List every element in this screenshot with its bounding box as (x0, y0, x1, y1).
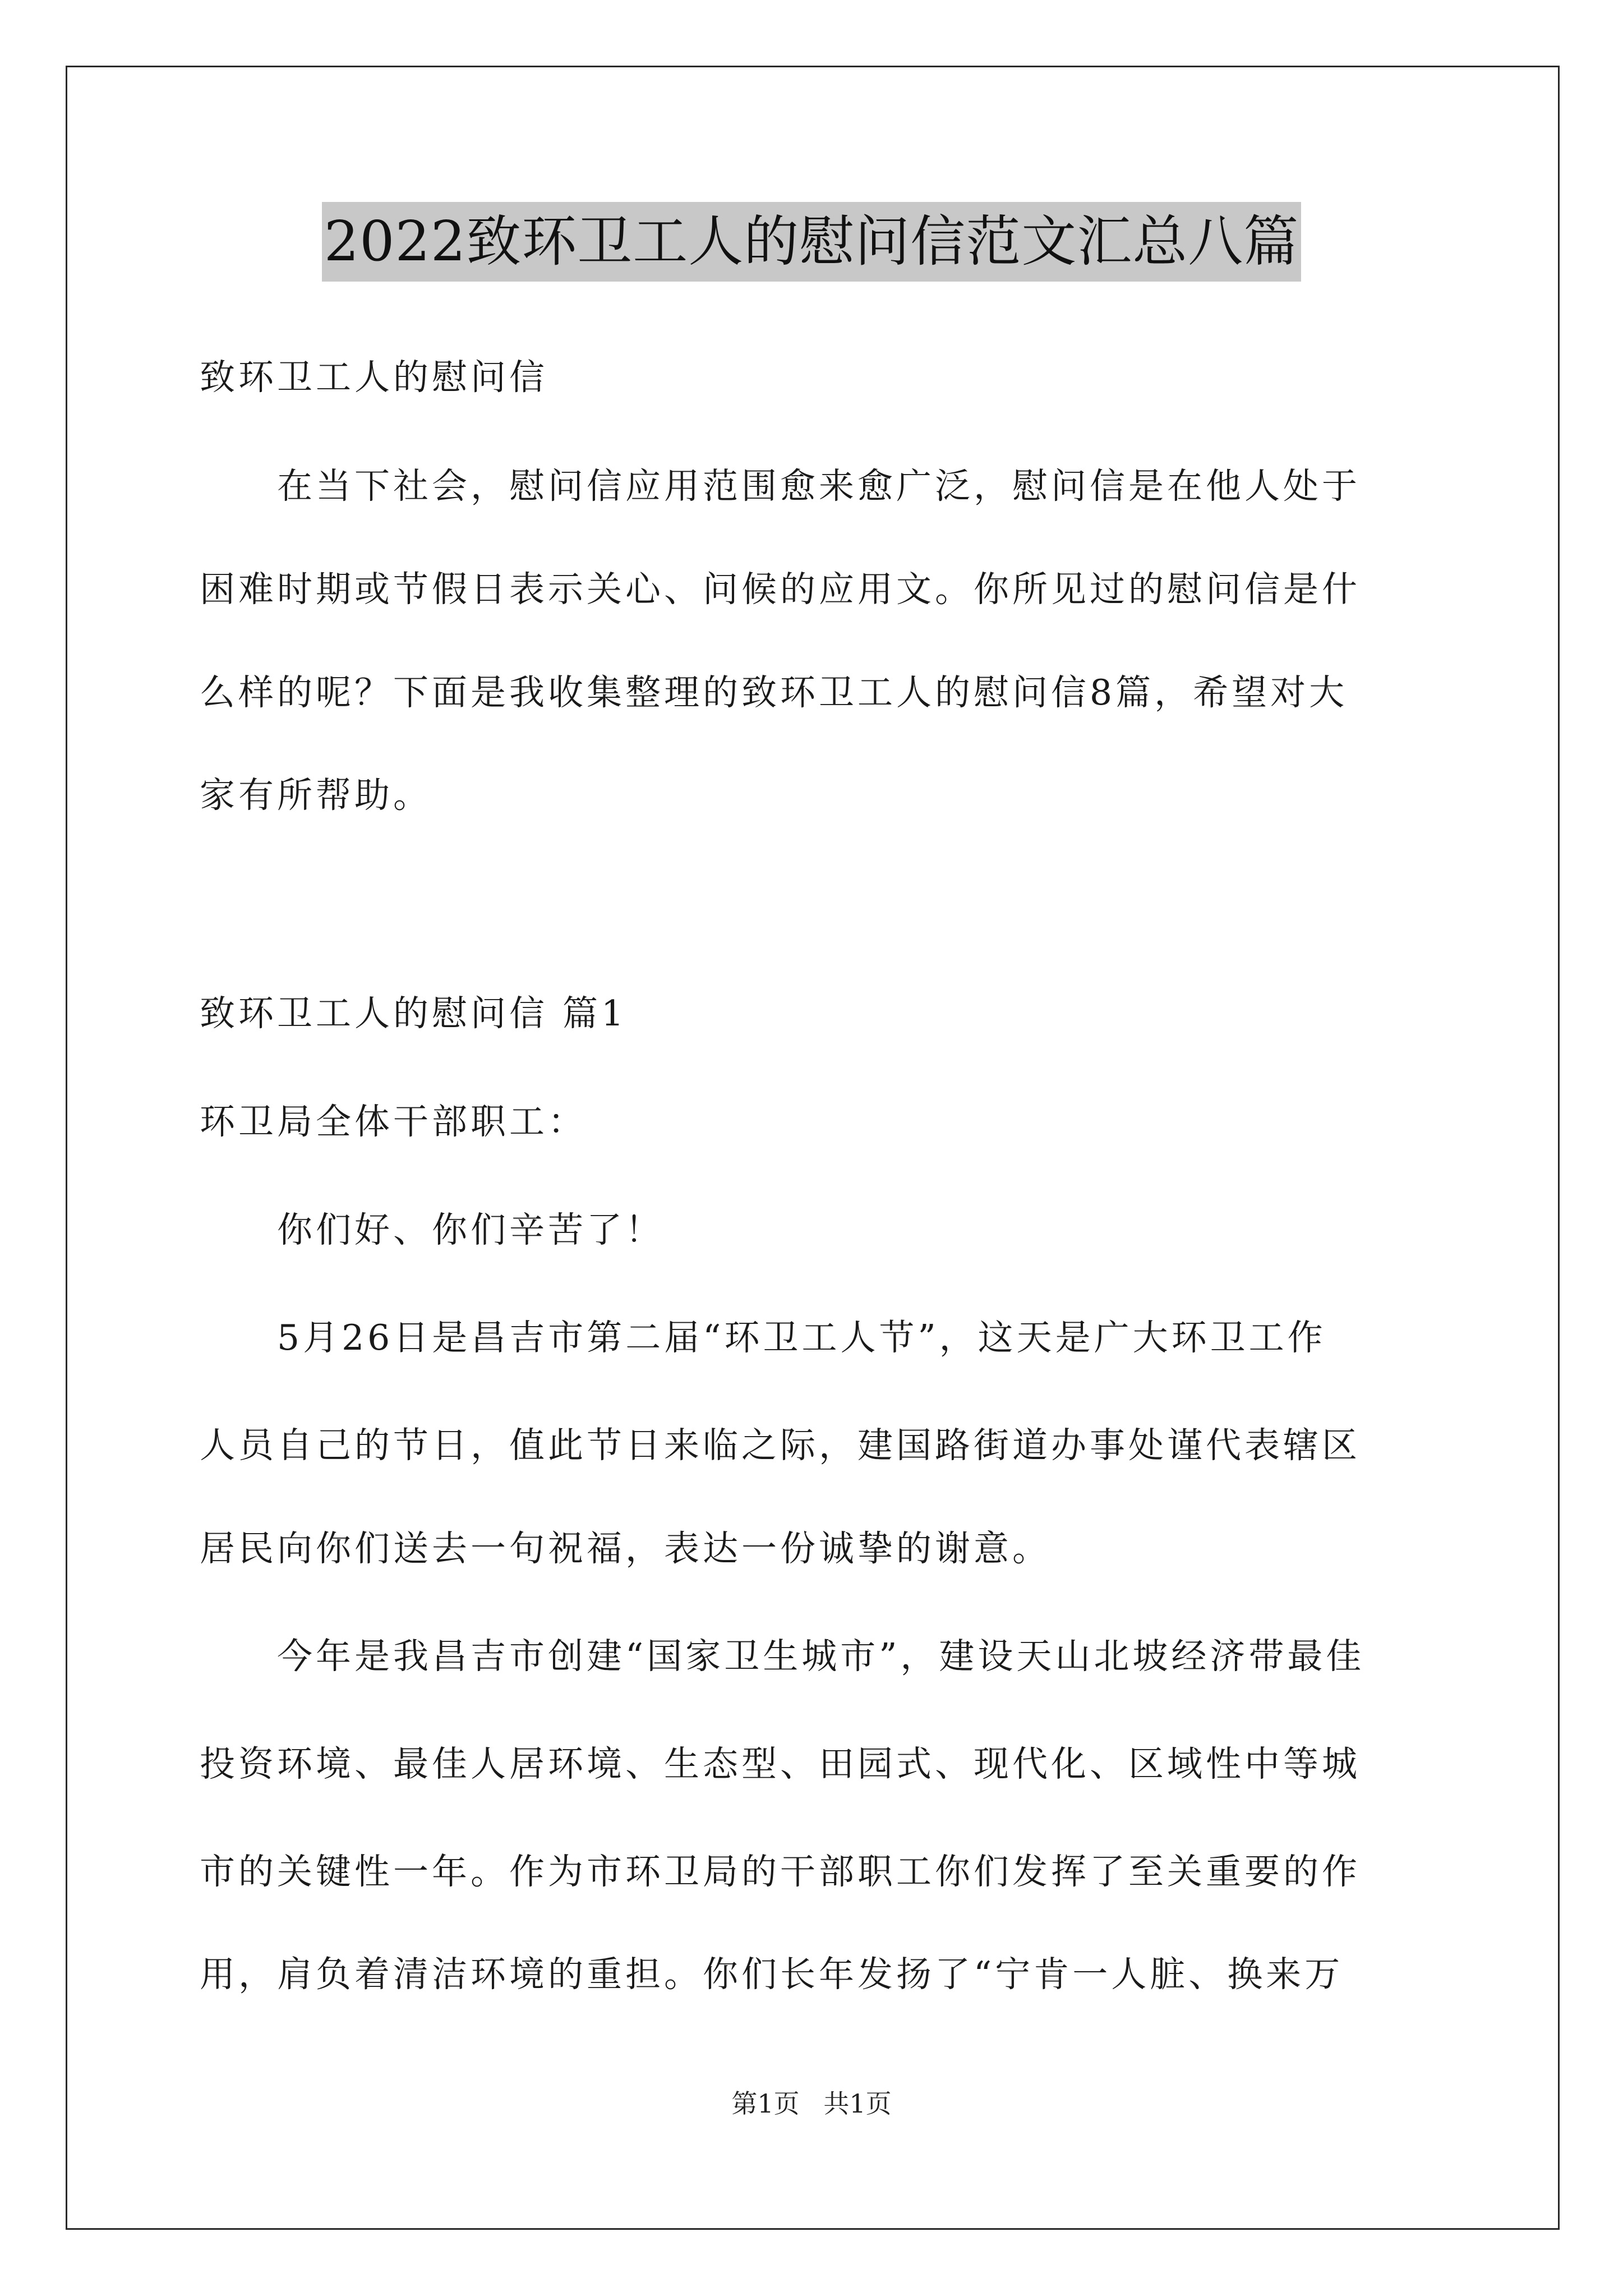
page-footer (0, 2087, 1623, 2120)
paragraph-line: 用，肩负着清洁环境的重担。你们长年发扬了“宁肯一人脏、换来万 (200, 1954, 1344, 1995)
paragraph-line: 人员自己的节日，值此节日来临之际，建国路街道办事处谨代表辖区 (200, 1425, 1361, 1466)
title-container (0, 202, 1623, 282)
paragraph-line: 困难时期或节假日表示关心、问候的应用文。你所见过的慰问信是什 (200, 569, 1361, 610)
paragraph-line: 今年是我昌吉市创建“国家卫生城市”，建设天山北坡经济带最佳 (200, 1636, 1365, 1677)
paragraph-line: 5月26日是昌吉市第二届“环卫工人节”，这天是广大环卫工作 (200, 1317, 1326, 1358)
paragraph-line: 家有所帮助。 (200, 775, 432, 816)
paragraph-line: 你们好、你们辛苦了！ (200, 1209, 664, 1250)
section-heading: 致环卫工人的慰问信 篇1 (200, 993, 628, 1034)
paragraph-line: 市的关键性一年。作为市环卫局的干部职工你们发挥了至关重要的作 (200, 1851, 1361, 1892)
page-total: 共1页 (823, 2088, 892, 2119)
document-title: 2022致环卫工人的慰问信范文汇总八篇 (322, 202, 1301, 282)
paragraph-line: 么样的呢？下面是我收集整理的致环卫工人的慰问信8篇，希望对大 (200, 672, 1348, 713)
salutation: 环卫局全体干部职工： (200, 1101, 587, 1142)
section-heading: 致环卫工人的慰问信 (200, 357, 548, 398)
page-number: 第1页 (731, 2088, 800, 2119)
paragraph-line: 投资环境、最佳人居环境、生态型、田园式、现代化、区域性中等城 (200, 1743, 1361, 1784)
paragraph-line: 居民向你们送去一句祝福，表达一份诚挚的谢意。 (200, 1528, 1051, 1569)
paragraph-line: 在当下社会，慰问信应用范围愈来愈广泛，慰问信是在他人处于 (200, 466, 1361, 507)
